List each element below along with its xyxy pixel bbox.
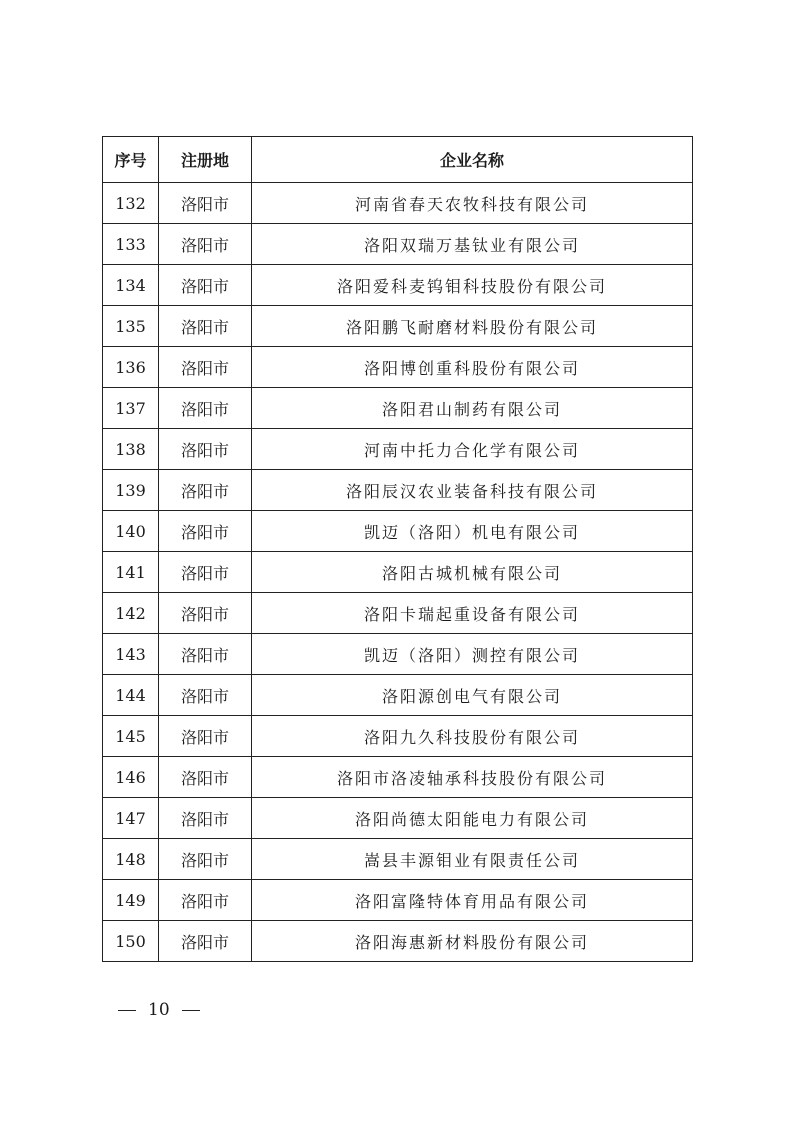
table-row bbox=[103, 880, 693, 921]
cell-company: 洛阳源创电气有限公司 bbox=[252, 675, 693, 716]
table-body bbox=[103, 183, 693, 962]
cell-seq: 140 bbox=[103, 511, 159, 552]
cell-seq: 146 bbox=[103, 757, 159, 798]
table-row bbox=[103, 839, 693, 880]
cell-region: 洛阳市 bbox=[159, 880, 252, 921]
cell-seq: 150 bbox=[103, 921, 159, 962]
footer-dash-right bbox=[182, 1010, 200, 1011]
table-row bbox=[103, 183, 693, 224]
cell-seq: 134 bbox=[103, 265, 159, 306]
cell-seq: 148 bbox=[103, 839, 159, 880]
cell-company: 洛阳双瑞万基钛业有限公司 bbox=[252, 224, 693, 265]
table-row bbox=[103, 634, 693, 675]
cell-company: 洛阳辰汉农业装备科技有限公司 bbox=[252, 470, 693, 511]
cell-region: 洛阳市 bbox=[159, 470, 252, 511]
cell-seq: 144 bbox=[103, 675, 159, 716]
cell-seq: 132 bbox=[103, 183, 159, 224]
cell-company: 凯迈（洛阳）测控有限公司 bbox=[252, 634, 693, 675]
cell-seq: 137 bbox=[103, 388, 159, 429]
cell-company: 河南省春天农牧科技有限公司 bbox=[252, 183, 693, 224]
table-row bbox=[103, 470, 693, 511]
table-row bbox=[103, 552, 693, 593]
cell-region: 洛阳市 bbox=[159, 183, 252, 224]
footer-dash-left bbox=[118, 1010, 136, 1011]
cell-company: 洛阳九久科技股份有限公司 bbox=[252, 716, 693, 757]
cell-region: 洛阳市 bbox=[159, 265, 252, 306]
cell-region: 洛阳市 bbox=[159, 388, 252, 429]
cell-seq: 142 bbox=[103, 593, 159, 634]
cell-region: 洛阳市 bbox=[159, 224, 252, 265]
page-footer bbox=[118, 1000, 200, 1020]
cell-region: 洛阳市 bbox=[159, 716, 252, 757]
header-region: 注册地 bbox=[159, 137, 252, 183]
table-row bbox=[103, 347, 693, 388]
cell-company: 洛阳鹏飞耐磨材料股份有限公司 bbox=[252, 306, 693, 347]
cell-region: 洛阳市 bbox=[159, 634, 252, 675]
table-row bbox=[103, 511, 693, 552]
cell-seq: 138 bbox=[103, 429, 159, 470]
cell-region: 洛阳市 bbox=[159, 511, 252, 552]
cell-seq: 143 bbox=[103, 634, 159, 675]
cell-region: 洛阳市 bbox=[159, 306, 252, 347]
cell-region: 洛阳市 bbox=[159, 798, 252, 839]
page-number: 10 bbox=[148, 1000, 170, 1020]
cell-company: 河南中托力合化学有限公司 bbox=[252, 429, 693, 470]
table-row bbox=[103, 265, 693, 306]
table-row bbox=[103, 224, 693, 265]
cell-seq: 141 bbox=[103, 552, 159, 593]
cell-company: 洛阳爱科麦钨钼科技股份有限公司 bbox=[252, 265, 693, 306]
cell-seq: 135 bbox=[103, 306, 159, 347]
cell-company: 洛阳卡瑞起重设备有限公司 bbox=[252, 593, 693, 634]
cell-region: 洛阳市 bbox=[159, 429, 252, 470]
cell-region: 洛阳市 bbox=[159, 552, 252, 593]
table-row bbox=[103, 675, 693, 716]
table-row bbox=[103, 921, 693, 962]
cell-company: 洛阳古城机械有限公司 bbox=[252, 552, 693, 593]
cell-region: 洛阳市 bbox=[159, 593, 252, 634]
cell-region: 洛阳市 bbox=[159, 921, 252, 962]
cell-seq: 147 bbox=[103, 798, 159, 839]
cell-seq: 139 bbox=[103, 470, 159, 511]
header-seq: 序号 bbox=[103, 137, 159, 183]
cell-seq: 149 bbox=[103, 880, 159, 921]
cell-company: 洛阳市洛凌轴承科技股份有限公司 bbox=[252, 757, 693, 798]
table-row bbox=[103, 388, 693, 429]
table-row bbox=[103, 593, 693, 634]
cell-region: 洛阳市 bbox=[159, 675, 252, 716]
cell-company: 洛阳海惠新材料股份有限公司 bbox=[252, 921, 693, 962]
table-header bbox=[103, 137, 693, 183]
cell-company: 洛阳君山制药有限公司 bbox=[252, 388, 693, 429]
header-company: 企业名称 bbox=[252, 137, 693, 183]
table-row bbox=[103, 757, 693, 798]
cell-region: 洛阳市 bbox=[159, 839, 252, 880]
cell-region: 洛阳市 bbox=[159, 757, 252, 798]
company-table bbox=[102, 136, 693, 962]
cell-company: 嵩县丰源钼业有限责任公司 bbox=[252, 839, 693, 880]
cell-company: 洛阳富隆特体育用品有限公司 bbox=[252, 880, 693, 921]
cell-company: 凯迈（洛阳）机电有限公司 bbox=[252, 511, 693, 552]
table-row bbox=[103, 716, 693, 757]
cell-seq: 145 bbox=[103, 716, 159, 757]
table-row bbox=[103, 306, 693, 347]
header-row bbox=[103, 137, 693, 183]
table-row bbox=[103, 429, 693, 470]
cell-region: 洛阳市 bbox=[159, 347, 252, 388]
cell-company: 洛阳博创重科股份有限公司 bbox=[252, 347, 693, 388]
cell-seq: 133 bbox=[103, 224, 159, 265]
cell-seq: 136 bbox=[103, 347, 159, 388]
cell-company: 洛阳尚德太阳能电力有限公司 bbox=[252, 798, 693, 839]
table-row bbox=[103, 798, 693, 839]
